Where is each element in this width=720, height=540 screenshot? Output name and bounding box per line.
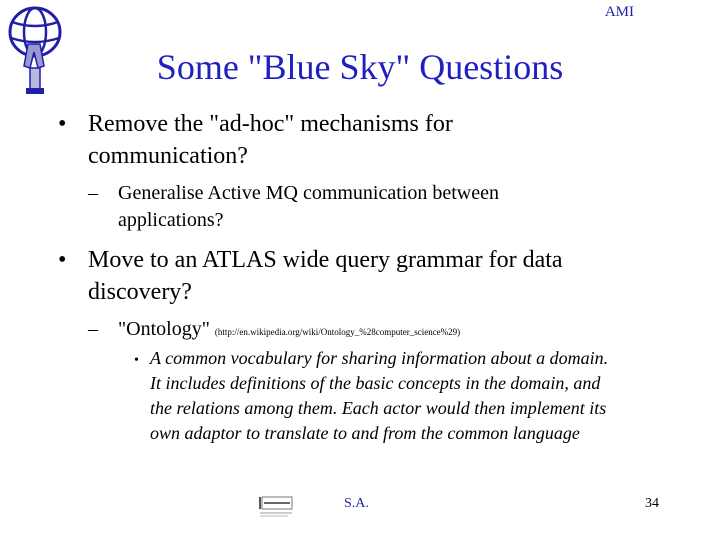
sub-bullet-2 xyxy=(88,316,460,346)
definition-text-1: A common vocabulary for sharing information about a domain. xyxy=(150,348,609,368)
slide-title: Some "Blue Sky" Questions xyxy=(156,47,564,87)
ontology-link[interactable]: (http://en.wikipedia.org/wiki/Ontology_%28computer_science%29) xyxy=(214,327,461,337)
bullet-1-line-1 xyxy=(58,108,453,140)
definition-text-4: own adaptor to translate to and from the common language xyxy=(150,423,580,443)
dash-icon: – xyxy=(88,182,98,204)
bullet-icon: • xyxy=(58,247,67,273)
definition-text-2: It includes definitions of the basic concepts in the domain, and xyxy=(150,373,601,393)
ontology-label: "Ontology" xyxy=(118,318,210,340)
institution-logo-icon xyxy=(258,494,294,520)
sub-bullet-1-line-2: applications? xyxy=(118,209,224,231)
page-number: 34 xyxy=(645,496,659,511)
sub-sub-bullet-line-1 xyxy=(134,346,608,373)
bullet-2-line-2: discovery? xyxy=(88,279,192,305)
bullet-1-text: Remove the "ad-hoc" mechanisms for xyxy=(88,111,453,137)
sub-bullet-1-text: Generalise Active MQ communication between xyxy=(118,182,499,204)
bullet-2-line-1 xyxy=(58,244,563,276)
bullet-1-line-2: communication? xyxy=(88,143,248,169)
dash-icon: – xyxy=(88,318,98,340)
footer-author: S.A. xyxy=(344,496,369,511)
definition-text-3: the relations among them. Each actor would then implement its xyxy=(150,398,607,418)
bullet-icon: • xyxy=(58,111,67,137)
bullet-2-text: Move to an ATLAS wide query grammar for data xyxy=(88,247,563,273)
header-tag: AMI xyxy=(604,4,634,20)
sub-bullet-1-line-1 xyxy=(88,180,499,207)
bullet-icon: • xyxy=(134,353,139,368)
